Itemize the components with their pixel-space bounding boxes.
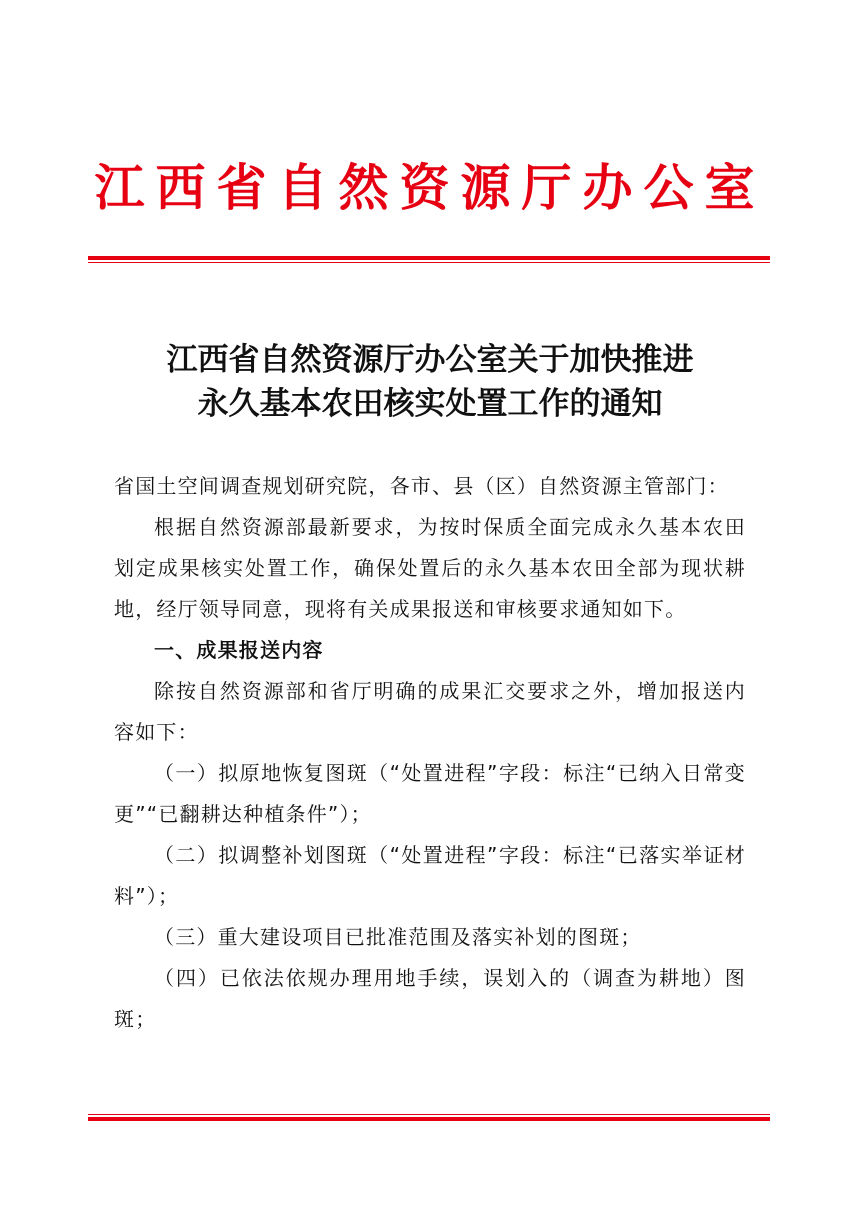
list-item: （四）已依法依规办理用地手续，误划入的（调查为耕地）图斑； xyxy=(114,966,746,1031)
document-title-line-1: 江西省自然资源厅办公室关于加快推进 xyxy=(166,342,694,378)
document-title xyxy=(0,338,860,426)
section-heading: 一、成果报送内容 xyxy=(154,638,324,662)
addressee-paragraph: 省国土空间调查规划研究院，各市、县（区）自然资源主管部门： xyxy=(114,474,729,498)
masthead-red-rule xyxy=(88,256,770,263)
list-item: （一）拟原地恢复图斑（“处置进程”字段：标注“已纳入日常变更”“已翻耕达种植条件”）； xyxy=(114,761,746,826)
intro-paragraph: 根据自然资源部最新要求，为按时保质全面完成永久基本农田划定成果核实处置工作，确保处置后的永久基本农田全部为现状耕地，经厅领导同意，现将有关成果报送和审核要求通知如下。 xyxy=(114,515,746,621)
issuer-masthead: 江西省自然资源厅办公室 xyxy=(94,158,766,217)
document-title-line-2: 永久基本农田核实处置工作的通知 xyxy=(197,386,663,422)
document-body xyxy=(114,466,746,1040)
list-item: （二）拟调整补划图斑（“处置进程”字段：标注“已落实举证材料”）； xyxy=(114,843,746,908)
footer-red-rule xyxy=(88,1114,770,1121)
list-item: （三）重大建设项目已批准范围及落实补划的图斑； xyxy=(154,925,642,949)
section-intro-paragraph: 除按自然资源部和省厅明确的成果汇交要求之外，增加报送内容如下： xyxy=(114,679,746,744)
